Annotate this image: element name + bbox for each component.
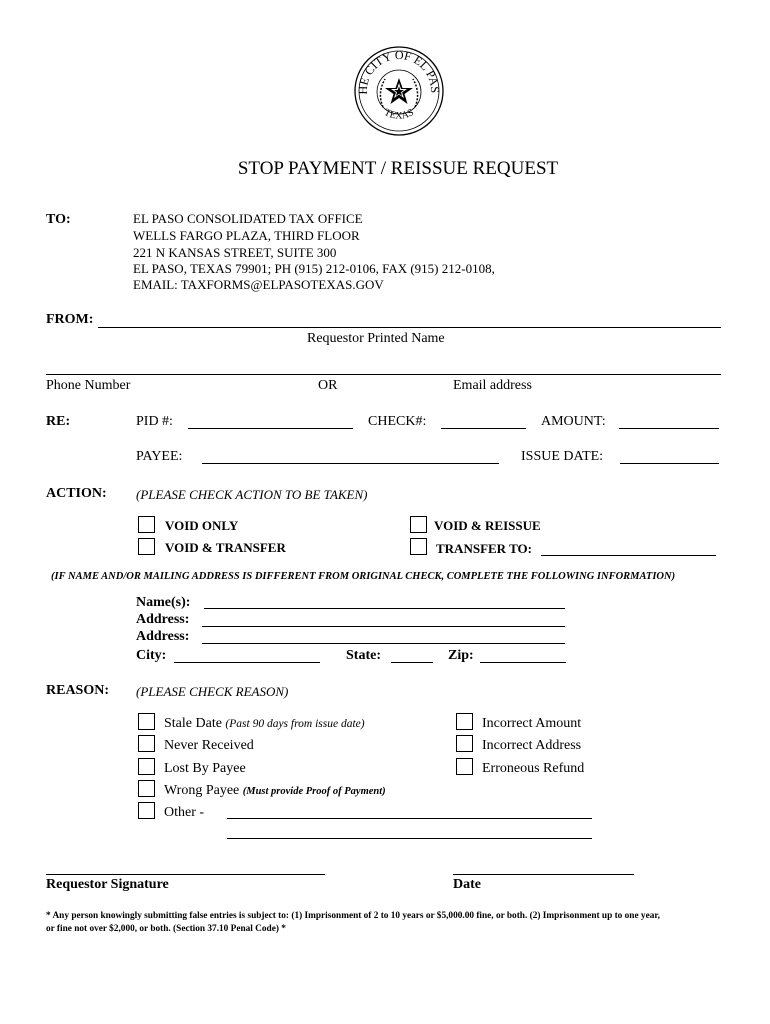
void-reissue-label: VOID & REISSUE [434, 518, 541, 533]
footnote-line: * Any person knowingly submitting false entries is subject to: (1) Imprisonment of 2 to 10 years or $5,000.00 fine, or both. (2) Imprisonment up to one year, [46, 911, 660, 921]
requestor-signature-caption: Requestor Signature [46, 877, 169, 892]
wrong-payee-label [164, 783, 386, 799]
address-label: Address: [136, 629, 190, 644]
void-only-checkbox[interactable] [138, 516, 155, 533]
never-received-checkbox[interactable] [138, 735, 155, 752]
state-label: State: [346, 648, 381, 663]
reason-label: REASON: [46, 683, 110, 698]
lost-by-payee-checkbox[interactable] [138, 758, 155, 775]
to-address-line: EL PASO, TEXAS 79901; PH (915) 212-0106, FAX (915) 212-0108, [133, 261, 495, 276]
check-number-label: CHECK#: [368, 414, 427, 429]
printed-name-caption: Requestor Printed Name [307, 331, 445, 346]
incorrect-address-label: Incorrect Address [482, 738, 582, 753]
action-instruction: (PLEASE CHECK ACTION TO BE TAKEN) [136, 487, 368, 502]
contact-field[interactable] [46, 374, 721, 375]
city-seal [353, 45, 445, 137]
date-field[interactable] [453, 874, 634, 875]
wrong-payee-note: (Must provide Proof of Payment) [242, 786, 386, 797]
to-address-line: EMAIL: TAXFORMS@ELPASOTEXAS.GOV [133, 277, 384, 292]
to-address-line: EL PASO CONSOLIDATED TAX OFFICE [133, 211, 363, 226]
or-caption: OR [318, 378, 338, 393]
from-label: FROM: [46, 312, 94, 327]
address-field-1[interactable] [202, 626, 565, 627]
wrong-payee-checkbox[interactable] [138, 780, 155, 797]
re-label: RE: [46, 414, 71, 429]
incorrect-amount-label: Incorrect Amount [482, 716, 582, 731]
void-transfer-checkbox[interactable] [138, 538, 155, 555]
check-number-field[interactable] [441, 428, 526, 429]
phone-number-caption: Phone Number [46, 378, 131, 393]
transfer-to-label: TRANSFER TO: [436, 541, 532, 556]
issue-date-field[interactable] [620, 463, 719, 464]
email-caption: Email address [453, 378, 532, 393]
stale-date-label [164, 716, 365, 732]
issue-date-label: ISSUE DATE: [521, 449, 604, 464]
pid-label: PID #: [136, 414, 173, 429]
address-field-2[interactable] [202, 643, 565, 644]
page-title: STOP PAYMENT / REISSUE REQUEST [237, 158, 559, 179]
payee-field[interactable] [202, 463, 499, 464]
void-transfer-label: VOID & TRANSFER [165, 540, 286, 555]
address-change-note: (IF NAME AND/OR MAILING ADDRESS IS DIFFERENT FROM ORIGINAL CHECK, COMPLETE THE FOLLOWING INFORMATION) [51, 571, 676, 582]
action-label: ACTION: [46, 486, 107, 501]
stale-date-checkbox[interactable] [138, 713, 155, 730]
to-address-line: 221 N KANSAS STREET, SUITE 300 [133, 245, 337, 260]
city-label: City: [136, 648, 167, 663]
incorrect-amount-checkbox[interactable] [456, 713, 473, 730]
transfer-to-field[interactable] [541, 555, 716, 556]
amount-label: AMOUNT: [541, 414, 606, 429]
other-checkbox[interactable] [138, 802, 155, 819]
erroneous-refund-label: Erroneous Refund [482, 761, 585, 776]
incorrect-address-checkbox[interactable] [456, 735, 473, 752]
names-label: Name(s): [136, 595, 191, 610]
payee-label: PAYEE: [136, 449, 183, 464]
seal-icon [353, 45, 445, 137]
svg-text:TEXAS [382, 107, 416, 122]
amount-field[interactable] [619, 428, 719, 429]
stale-date-text: Stale Date [164, 716, 222, 731]
transfer-to-checkbox[interactable] [410, 538, 427, 555]
erroneous-refund-checkbox[interactable] [456, 758, 473, 775]
seal-text-bottom: TEXAS [382, 107, 416, 122]
state-field[interactable] [391, 662, 433, 663]
address-label: Address: [136, 612, 190, 627]
other-field-1[interactable] [227, 818, 592, 819]
footnote-line: or fine not over $2,000, or both. (Section 37.10 Penal Code) * [46, 924, 286, 934]
reason-instruction: (PLEASE CHECK REASON) [136, 684, 289, 699]
zip-field[interactable] [480, 662, 566, 663]
wrong-payee-text: Wrong Payee [164, 783, 240, 798]
city-field[interactable] [174, 662, 320, 663]
to-label: TO: [46, 212, 71, 227]
void-only-label: VOID ONLY [165, 518, 239, 533]
stale-date-note: (Past 90 days from issue date) [225, 718, 365, 730]
names-field[interactable] [204, 608, 565, 609]
to-address-line: WELLS FARGO PLAZA, THIRD FLOOR [133, 228, 360, 243]
pid-field[interactable] [188, 428, 353, 429]
other-label: Other - [164, 805, 205, 820]
zip-label: Zip: [448, 648, 474, 663]
void-reissue-checkbox[interactable] [410, 516, 427, 533]
seal-text-top: HE CITY OF EL PAS [355, 47, 443, 95]
other-field-2[interactable] [227, 838, 592, 839]
requestor-name-field[interactable] [98, 327, 721, 328]
lost-by-payee-label: Lost By Payee [164, 761, 246, 776]
requestor-signature-field[interactable] [46, 874, 325, 875]
never-received-label: Never Received [164, 738, 254, 753]
date-caption: Date [453, 877, 481, 892]
